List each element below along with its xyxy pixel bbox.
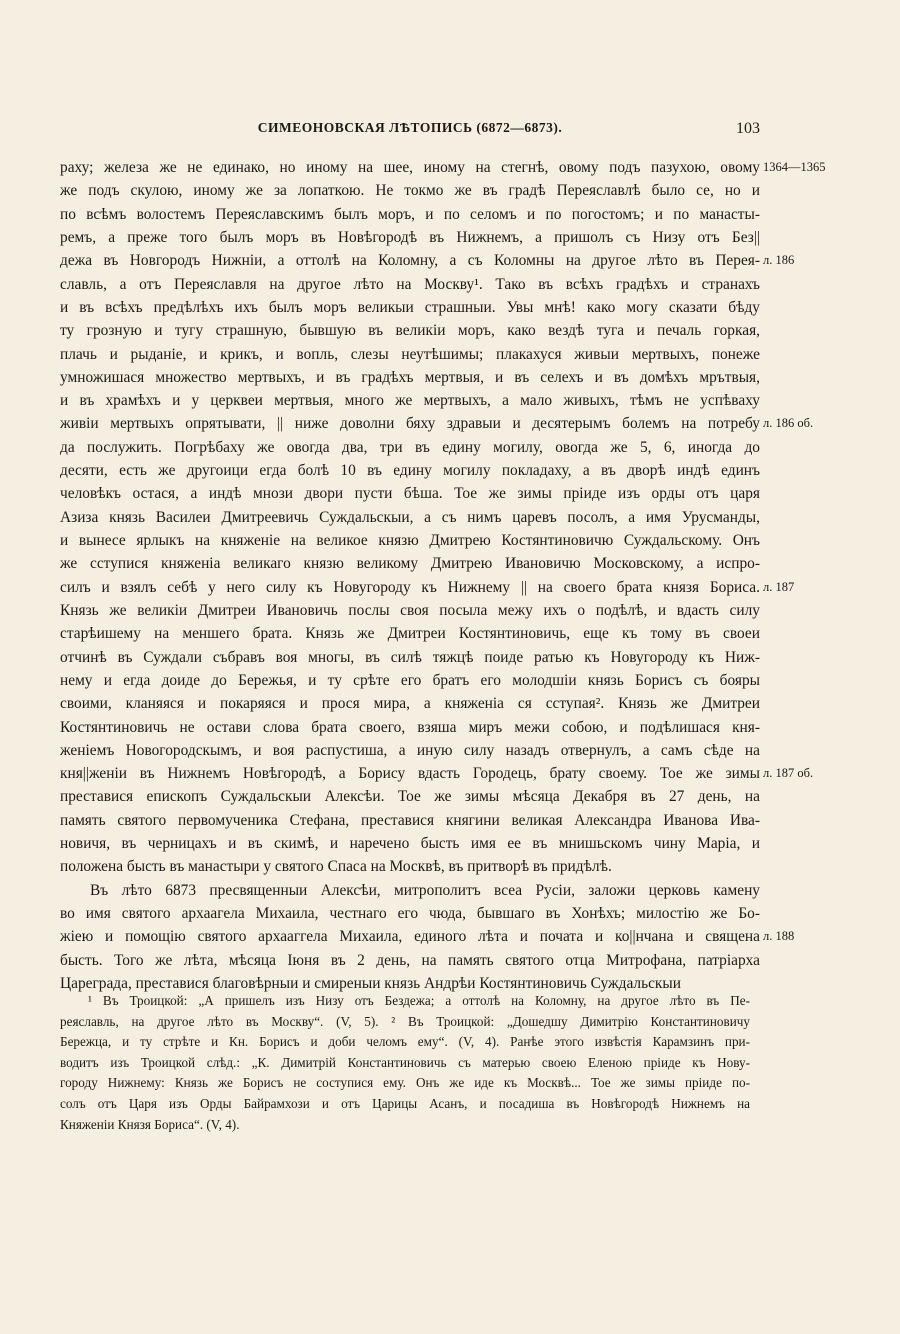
text-line-content: ремъ, а преже того былъ моръ въ Новѣгородѣ въ Нижнемъ, а пришолъ съ Низу отъ Без||: [60, 228, 760, 246]
text-line: [60, 646, 760, 669]
page-number: 103: [736, 120, 760, 137]
text-line-content: Костянтиновичь не остави слова брата своего, взяша миръ межи собою, и подѣлишася кня-: [60, 718, 760, 736]
text-line: [60, 552, 760, 575]
text-line-content: Князь же великiи Дмитреи Ивановичь послы своя посыла межу ихъ о подѣлѣ, и вдасть силу: [60, 601, 760, 619]
footnote-line: водитъ изъ Троицкой слѣд.: „К. Димитрiй Константиновичь съ матерью своею Еленою прiиде къ Нову-: [60, 1054, 750, 1070]
text-line-content: же подъ скулою, иному же за лопаткою. Не токмо же въ градѣ Переяславлѣ было се, но и: [60, 182, 760, 200]
margin-note: л. 187 об.: [763, 766, 814, 781]
text-line: [60, 482, 760, 505]
text-line: [60, 762, 814, 785]
text-line: [60, 622, 760, 645]
text-line-content: кня||женiи въ Нижнемъ Новѣгородѣ, а Борису вдасть Городець, брату своему. Тое же зимы: [60, 765, 760, 783]
page-header: [60, 120, 760, 144]
margin-note: л. 187: [763, 579, 795, 594]
text-line: [60, 226, 760, 249]
text-line-content: нему и егда доиде до Бережья, и ту срѣте его братъ его молодшiи князь Борисъ съ бояры: [60, 671, 760, 689]
footnotes: [60, 991, 750, 1135]
text-line: [60, 319, 760, 342]
text-line: [60, 739, 760, 762]
text-line: [60, 599, 760, 622]
text-line: [60, 273, 760, 296]
text-line: [60, 249, 795, 272]
text-line: [60, 179, 760, 202]
footnote-line: солъ отъ Царя изъ Орды Байрамхози и отъ Царицы Асанъ, и посадиша въ Новѣгородѣ Нижнемъ на: [60, 1095, 750, 1111]
text-line: [60, 949, 760, 972]
text-line-content: силъ и взялъ себѣ у него силу къ Новугороду къ Нижнему || на своего брата князя Бориса.: [60, 578, 760, 596]
text-line-content: отчинѣ въ Суждали събравъ воя многы, въ силѣ тяжцѣ поиде ратью къ Новугороду къ Ниж-: [60, 648, 760, 666]
text-line: [60, 902, 760, 925]
text-line-content: Въ лѣто 6873 пресвященныи Алексѣи, митрополитъ всеа Русiи, заложи церковь камену: [90, 881, 760, 899]
footnote-line: городу Нижнему: Князь же Борисъ не соступися ему. Онъ же иде къ Москвѣ... Тое же зимы прiиде по-: [60, 1075, 750, 1091]
text-line: [60, 879, 760, 902]
text-line: [60, 669, 760, 692]
text-line-content: бысть. Того же лѣта, мѣсяца Iюня въ 2 день, на память святого отца Митрофана, патрiарха: [60, 951, 760, 969]
text-line: [60, 459, 760, 482]
text-line: [60, 389, 760, 412]
footnote-line: Бережца, и ту стрѣте и Кн. Борисъ и доби челомъ ему“. (V, 4). Ранѣе этого извѣстiя Карамзинъ при-: [60, 1034, 750, 1050]
text-line-content: и вынесе ярлыкъ на княженiе на великое князю Дмитрею Костянтиновичю Суждальскому. Онъ: [60, 532, 760, 549]
text-line-content: десяти, есть же другоици егда болѣ 10 въ едину могилу покладаху, а въ дворѣ индѣ единъ: [60, 462, 760, 480]
footnote-line: ¹ Въ Троицкой: „А пришелъ изъ Низу отъ Бездежа; а оттолѣ на Коломну, на другое лѣто въ Пе-: [88, 993, 750, 1008]
text-line: [60, 436, 760, 459]
text-line-content: женiемъ Новогородскымъ, и воя распустиша, а иную силу назадъ отвернулъ, а самъ сѣде на: [60, 741, 760, 759]
text-line-content: память святого первомученика Стефана, преставися княгини великая Александра Иванова Ива-: [60, 811, 760, 829]
text-line-content: дежа въ Новгородъ Нижнiи, а оттолѣ на Коломну, а съ Коломны на другое лѣто въ Перея-: [60, 252, 760, 270]
text-line: [60, 296, 760, 319]
text-line: [60, 785, 760, 808]
text-line-content: по всѣмъ волостемъ Переяславскимъ былъ моръ, и по селомъ и по погостомъ; и по манасты-: [60, 205, 760, 223]
text-line: [60, 529, 760, 552]
text-line-content: положена бысть въ манастыри у святого Спаса на Москвѣ, въ притворѣ въ придѣлѣ.: [60, 858, 612, 876]
text-line-content: жiею и помощiю святого архааггела Михаила, единого лѣта и почата и ко||нчана и священа: [60, 928, 760, 946]
text-line-content: во имя святого архаагела Михаила, честнаго его чюда, бывшаго въ Хонѣхъ; милостiю же Бо-: [60, 905, 760, 922]
text-line-content: и въ всѣхъ предѣлѣхъ ихъ былъ моръ великыи страшныи. Увы мнѣ! како могу сказати бѣду: [60, 298, 760, 316]
text-line: [60, 576, 795, 599]
text-line: [60, 412, 814, 435]
text-line-content: человѣкъ остася, а индѣ мнози двори пусти бѣша. Тое же зимы прiиде изъ орды отъ царя: [60, 485, 760, 503]
text-line: [60, 716, 760, 739]
footnote-line: реяславль, на другое лѣто въ Москву“. (V, 5). ² Въ Троицкой: „Дошедшу Димитрiю Константиновичу: [60, 1013, 750, 1029]
text-line: [60, 855, 760, 878]
text-line-content: своими, кланяяся и покаряяся и прося мира, а княженiа ся сступая². Князь же Дмитреи: [60, 695, 760, 713]
margin-note: л. 186: [763, 253, 795, 268]
text-line-content: старѣишему на меншего брата. Князь же Дмитреи Костянтиновичь, еще къ тому въ своеи: [60, 625, 760, 643]
text-line-content: плачь и рыданiе, и крикъ, и вопль, слезы неутѣшимы; плакахуся живыи мертвыхъ, понеже: [60, 345, 760, 363]
text-line: [60, 366, 760, 389]
text-line-content: преставися епископъ Суждальскыи Алексѣи. Тое же зимы мѣсяца Декабря въ 27 день, на: [60, 788, 760, 806]
text-line-content: ту грозную и тугу страшную, бывшую въ великiи моръ, како вездѣ туга и печаль горкая,: [60, 322, 760, 340]
text-line: [60, 925, 795, 948]
text-line: [60, 203, 760, 226]
text-line-content: новичя, въ черницахъ и въ скимѣ, и наречено бысть имя ее въ мнишьскомъ чину Марiа, и: [60, 835, 760, 853]
text-line-content: живiи мертвыхъ опрятывати, || ниже доволни бяху здравыи и десятерымъ болемъ на потребу: [60, 415, 760, 433]
text-line: [60, 156, 826, 179]
text-line-content: славль, а отъ Переяславля на другое лѣто на Москву¹. Тако въ всѣхъ градѣхъ и странахъ: [60, 275, 760, 293]
text-line-content: и въ храмѣхъ и у церквеи мертвыя, много же мертвыхъ, а мало живыхъ, тѣмъ не успѣваху: [60, 392, 760, 410]
text-line: [60, 506, 760, 529]
text-line: [60, 809, 760, 832]
text-line-content: же сступися княженiа великаго князю великому Дмитрею Ивановичю Московскому, а испро-: [60, 555, 760, 573]
running-title: СИМЕОНОВСКАЯ ЛѢТОПИСЬ (6872—6873).: [257, 120, 563, 135]
text-line: [60, 343, 760, 366]
chronicle-text: [60, 156, 826, 995]
text-line: [60, 692, 760, 715]
margin-note: 1364—1365: [763, 160, 826, 174]
text-line-content: умножишася множество мертвыхъ, и въ градѣхъ мертвыя, и въ селехъ и въ домѣхъ мрътвыя,: [60, 368, 760, 386]
text-line-content: да послужить. Погрѣбаху же овогда два, три въ едину могилу, овогда же 5, 6, иногда до: [60, 438, 760, 456]
footnote-line: Княженiи Князя Бориса“. (V, 4).: [60, 1116, 240, 1132]
text-line: [60, 832, 760, 855]
margin-note: л. 186 об.: [763, 416, 814, 431]
text-line-content: раху; железа же не единако, но иному на шее, иному на стегнѣ, овому подъ пазухою, овому: [60, 159, 760, 176]
text-line-content: Цареграда, преставися благовѣрныи и смиреныи князь Андрѣи Костянтиновичь Суждальскыи: [60, 974, 681, 992]
margin-note: л. 188: [763, 929, 795, 944]
text-line-content: Азиза князь Василеи Дмитреевичь Суждальскыи, а съ нимъ царевъ посолъ, а имя Урусманды,: [60, 508, 760, 526]
